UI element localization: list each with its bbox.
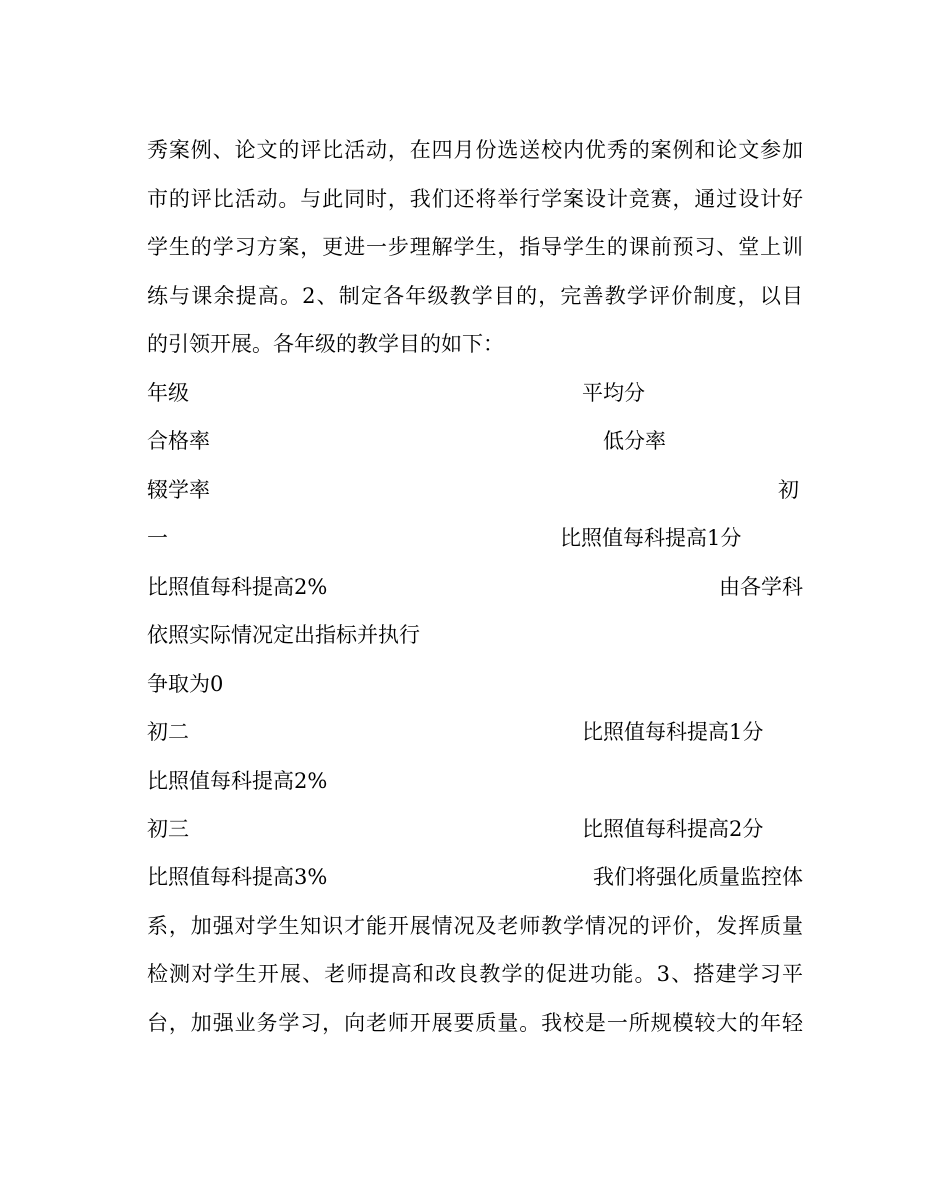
grade1-label-part2: 一 (147, 526, 168, 550)
paragraph-line: 市的评比活动。与此同时，我们还将举行学案设计竞赛，通过设计好 (147, 187, 803, 211)
header-average-score: 平均分 (582, 381, 645, 405)
paragraph-line: 的引领开展。各年级的教学目的如下： (147, 332, 504, 356)
table-header-row-3 (147, 475, 803, 505)
paragraph2-start: 我们将强化质量监控体 (593, 865, 803, 889)
grade2-average-target: 比照值每科提高1分 (582, 720, 764, 744)
paragraph-line: 检测对学生开展、老师提高和改良教学的促进功能。3、搭建学习平 (147, 962, 803, 986)
table-header-row-2 (147, 426, 803, 456)
grade1-low-target-part1: 由各学科 (719, 575, 803, 599)
table-header-row-1 (147, 378, 803, 408)
grade3-average-target: 比照值每科提高2分 (582, 817, 764, 841)
table-row-grade2 (147, 717, 803, 747)
header-low-score-rate: 低分率 (603, 429, 666, 453)
paragraph-line: 秀案例、论文的评比活动，在四月份选送校内优秀的案例和论文参加 (147, 138, 803, 162)
grade2-pass-target: 比照值每科提高2% (147, 769, 328, 793)
grade1-pass-target: 比照值每科提高2% (147, 575, 328, 599)
table-row-grade1 (147, 523, 803, 553)
paragraph-line: 练与课余提高。2、制定各年级教学目的，完善教学评价制度，以目 (147, 284, 803, 308)
paragraph-line: 学生的学习方案，更进一步理解学生，指导学生的课前预习、堂上训 (147, 235, 803, 259)
grade3-label: 初三 (147, 817, 189, 841)
grade2-label: 初二 (147, 720, 189, 744)
grade3-pass-target: 比照值每科提高3% (147, 865, 328, 889)
grade1-dropout-target: 争取为0 (147, 672, 224, 696)
grade1-low-target-part2: 依照实际情况定出指标并执行 (147, 623, 420, 647)
grade1-average-target: 比照值每科提高1分 (560, 526, 742, 550)
table-row-grade1-pass (147, 572, 803, 602)
header-pass-rate: 合格率 (147, 429, 210, 453)
header-grade: 年级 (147, 381, 189, 405)
paragraph-line: 台，加强业务学习，向老师开展要质量。我校是一所规模较大的年轻 (147, 1011, 803, 1035)
grade1-label-part1: 初 (778, 478, 799, 502)
table-row-grade3-pass (147, 862, 803, 892)
table-row-grade3 (147, 814, 803, 844)
paragraph-line: 系，加强对学生知识才能开展情况及老师教学情况的评价，发挥质量 (147, 914, 803, 938)
header-dropout-rate: 辍学率 (147, 478, 210, 502)
